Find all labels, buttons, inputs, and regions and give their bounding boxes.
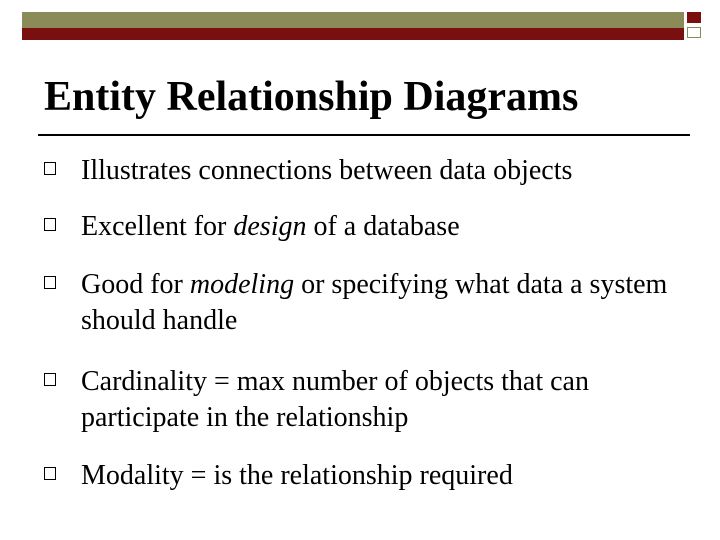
bullet-text	[81, 458, 701, 494]
corner-square-filled	[687, 12, 701, 23]
header-decoration-bar	[22, 12, 708, 40]
slide-title: Entity Relationship Diagrams	[44, 74, 579, 120]
maroon-stripe	[22, 28, 684, 40]
hollow-square-bullet-icon	[44, 218, 56, 231]
bullet-text-emphasis: modeling	[189, 269, 295, 300]
bullet-text	[81, 267, 701, 339]
bullet-text	[81, 153, 701, 189]
bullet-text-segment: Cardinality = max number of objects that can participate in the relationship	[81, 366, 589, 433]
title-divider	[38, 134, 690, 136]
bullet-text-segment: Good for	[81, 269, 190, 300]
bullet-text	[81, 209, 701, 245]
bullet-text-emphasis: design	[233, 211, 307, 242]
hollow-square-bullet-icon	[44, 162, 56, 175]
bullet-text-segment: Illustrates connections between data objects	[81, 155, 573, 186]
corner-square-outline	[687, 27, 701, 38]
hollow-square-bullet-icon	[44, 276, 56, 289]
bullet-text-segment: or specifying what data a system should handle	[81, 269, 668, 336]
olive-stripe	[22, 12, 684, 28]
bullet-text-segment: of a database	[306, 211, 460, 242]
bullet-text	[81, 364, 701, 436]
bullet-text-segment: Excellent for	[81, 211, 234, 242]
hollow-square-bullet-icon	[44, 373, 56, 386]
hollow-square-bullet-icon	[44, 467, 56, 480]
bullet-text-segment: Modality = is the relationship required	[81, 460, 513, 491]
